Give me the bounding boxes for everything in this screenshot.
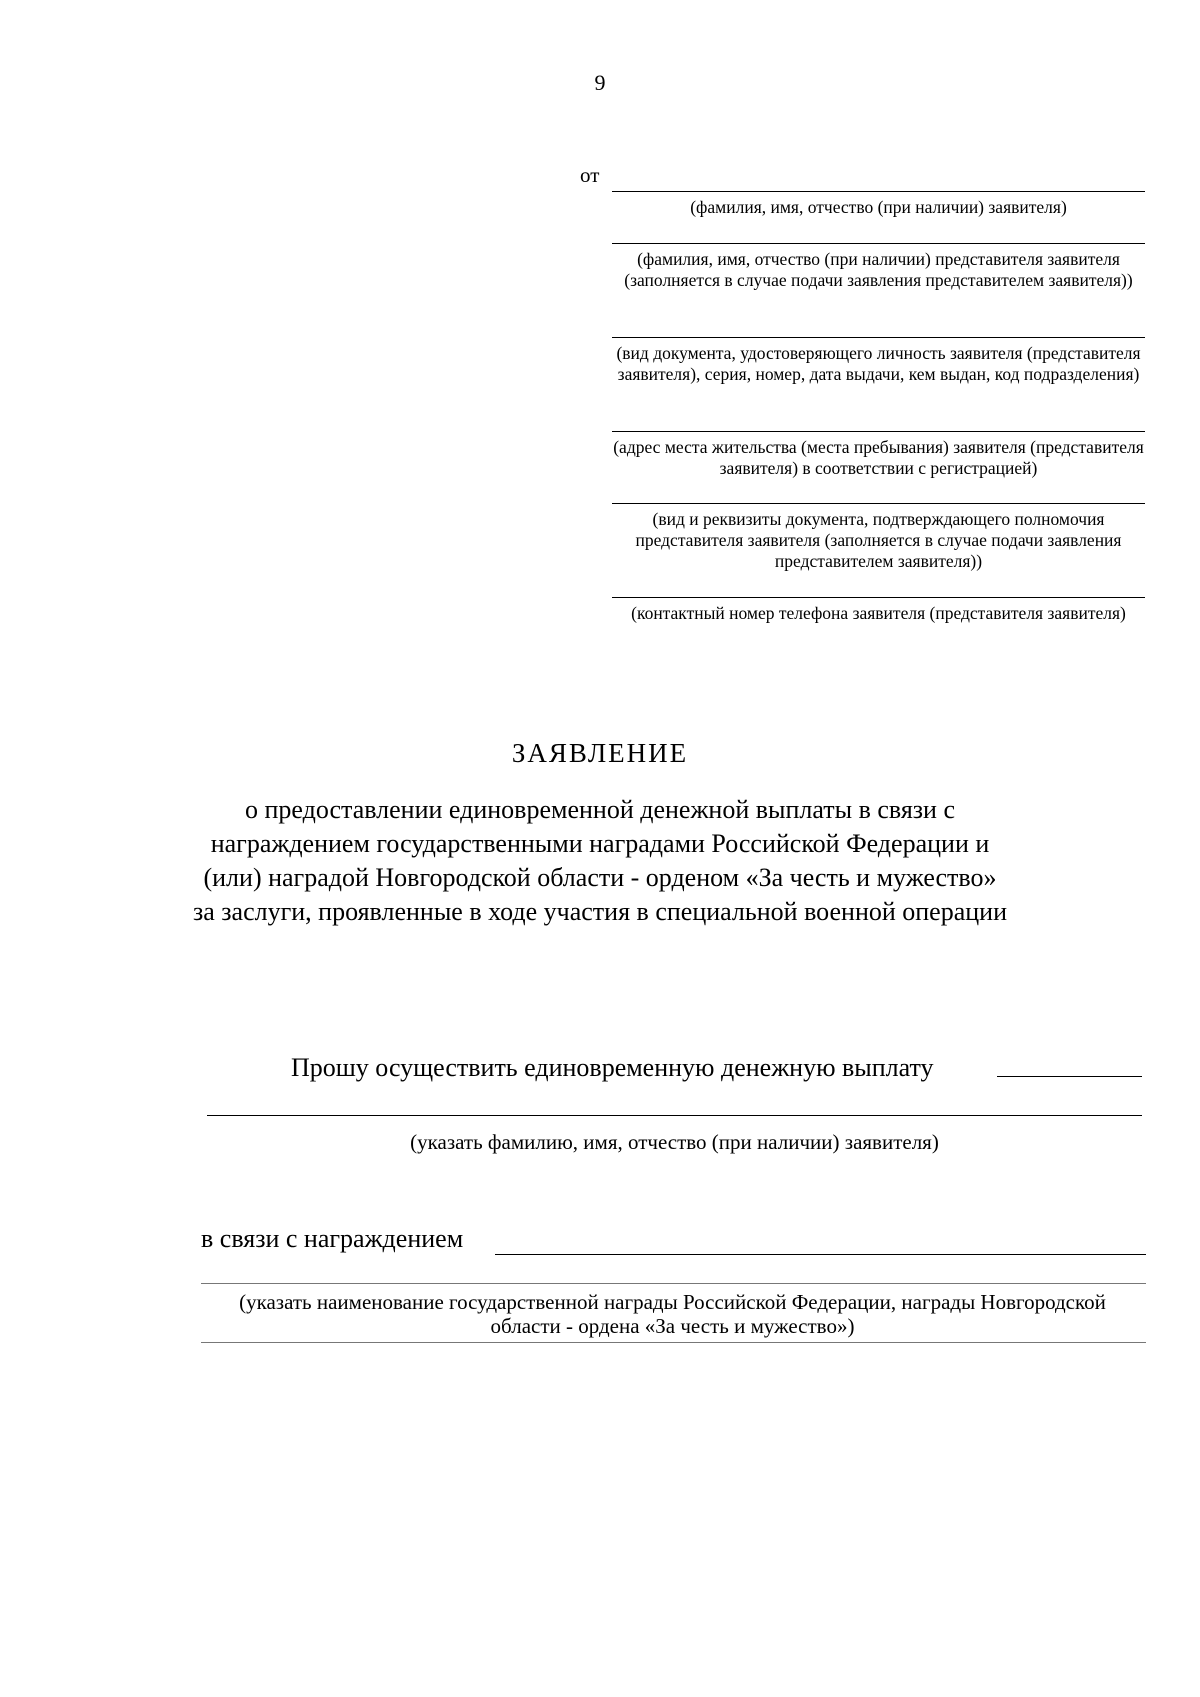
representative-name-line[interactable] bbox=[612, 243, 1145, 244]
award-caption: (указать наименование государственной награды Российской Федерации, награды Новгородской области - ордена «За честь и мужество») bbox=[239, 1290, 1106, 1338]
identity-document-line[interactable] bbox=[612, 337, 1145, 338]
award-fill-line[interactable] bbox=[495, 1254, 1146, 1255]
representative-name-caption: (фамилия, имя, отчество (при наличии) представителя заявителя (заполняется в случае подачи заявления представителем заявителя)) bbox=[624, 249, 1133, 290]
award-caption-top-rule bbox=[201, 1283, 1146, 1284]
applicant-fill-line[interactable] bbox=[207, 1115, 1142, 1116]
applicant-name-line[interactable] bbox=[612, 191, 1145, 192]
authority-document-caption: (вид и реквизиты документа, подтверждающего полномочия представителя заявителя (заполняется в случае подачи заявления представителем заявителя)) bbox=[635, 509, 1122, 571]
identity-document-caption: (вид документа, удостоверяющего личность заявителя (представителя заявителя), серия, номер, дата выдачи, кем выдан, код подразделения) bbox=[616, 343, 1141, 384]
from-label: от bbox=[580, 163, 600, 187]
award-caption-bottom-rule bbox=[201, 1342, 1146, 1343]
applicant-caption: (указать фамилию, имя, отчество (при наличии) заявителя) bbox=[410, 1130, 939, 1154]
award-label: в связи с награждением bbox=[201, 1224, 464, 1253]
document-title: ЗАЯВЛЕНИЕ bbox=[511, 738, 689, 768]
request-fill-line[interactable] bbox=[997, 1076, 1142, 1077]
page-number: 9 bbox=[594, 70, 606, 95]
address-caption: (адрес места жительства (места пребывания) заявителя (представителя заявителя) в соответствии с регистрацией) bbox=[613, 437, 1144, 478]
phone-line[interactable] bbox=[612, 597, 1145, 598]
phone-caption: (контактный номер телефона заявителя (представителя заявителя) bbox=[631, 603, 1126, 623]
applicant-name-caption: (фамилия, имя, отчество (при наличии) заявителя) bbox=[690, 197, 1067, 217]
address-line[interactable] bbox=[612, 431, 1145, 432]
document-subtitle: о предоставлении единовременной денежной выплаты в связи с награждением государственными наградами Российской Федерации и (или) наградой Новгородской области - орденом «За честь и мужество» за заслуги, проявленные в ходе участия в специальной военной операции bbox=[192, 795, 1008, 926]
authority-document-line[interactable] bbox=[612, 503, 1145, 504]
request-text: Прошу осуществить единовременную денежную выплату bbox=[291, 1053, 934, 1082]
